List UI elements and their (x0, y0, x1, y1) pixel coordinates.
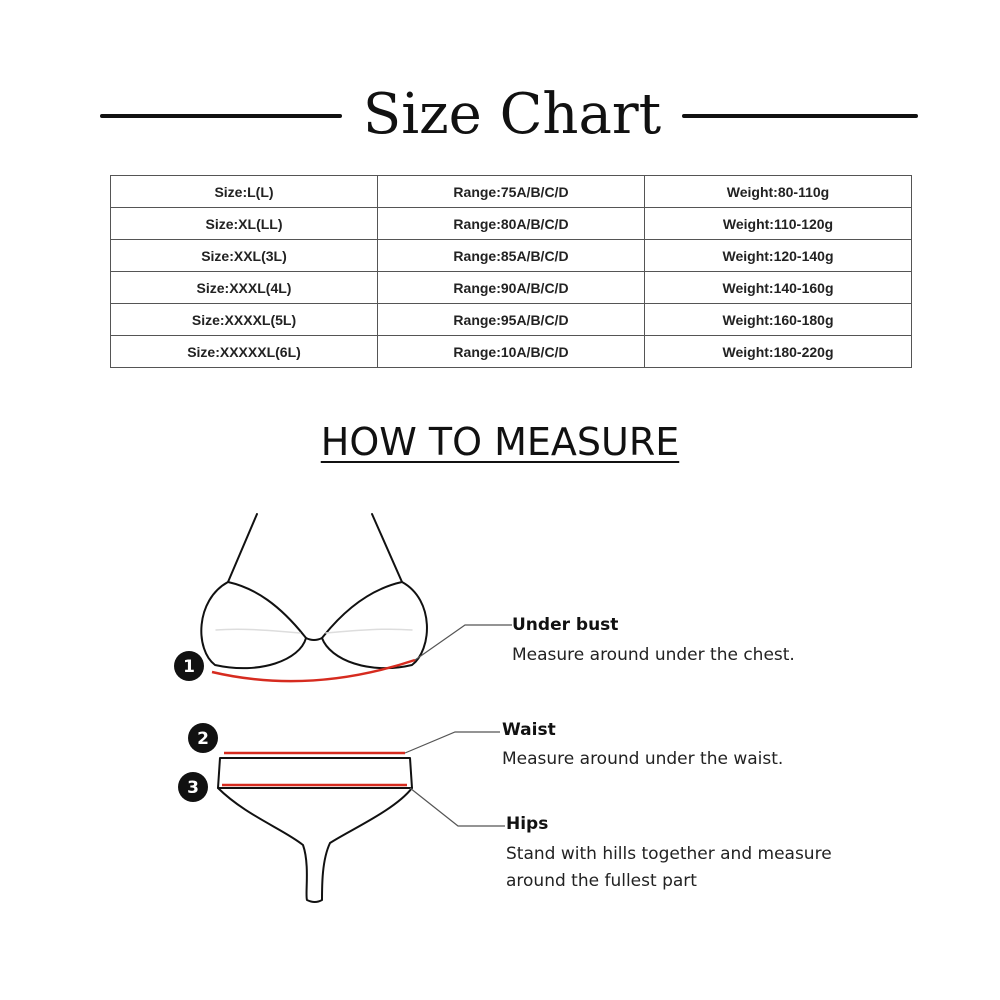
hips-leader (410, 788, 505, 826)
hips-description-line2: around the fullest part (506, 871, 697, 891)
table-row (111, 240, 912, 272)
svg-text:1: 1 (183, 657, 195, 677)
size-table (110, 175, 912, 368)
under-bust-line (212, 660, 415, 681)
range-cell: Range:95A/B/C/D (378, 304, 645, 336)
page-title: Size Chart (362, 82, 662, 147)
range-cell: Range:85A/B/C/D (378, 240, 645, 272)
size-cell: Size:XXXXL(5L) (111, 304, 378, 336)
svg-text:2: 2 (197, 729, 209, 749)
bra-outline-icon (201, 514, 427, 668)
size-chart-header (0, 80, 1000, 150)
hips-description-line1: Stand with hills together and measure (506, 844, 832, 864)
waist-leader (405, 732, 500, 753)
svg-text:3: 3 (187, 778, 199, 798)
weight-cell: Weight:140-160g (645, 272, 912, 304)
size-cell: Size:XXXXXL(6L) (111, 336, 378, 368)
range-cell: Range:80A/B/C/D (378, 208, 645, 240)
under-bust-leader (415, 625, 512, 660)
under-bust-description: Measure around under the chest. (512, 645, 795, 665)
weight-cell: Weight:160-180g (645, 304, 912, 336)
measure-illustration (0, 500, 1000, 920)
weight-cell: Weight:80-110g (645, 176, 912, 208)
size-cell: Size:XXXL(4L) (111, 272, 378, 304)
waist-heading: Waist (502, 720, 556, 740)
range-cell: Range:90A/B/C/D (378, 272, 645, 304)
size-cell: Size:XL(LL) (111, 208, 378, 240)
marker-1-icon (174, 651, 204, 681)
title-rule-left (100, 114, 342, 118)
marker-3-icon (178, 772, 208, 802)
under-bust-heading: Under bust (512, 615, 619, 635)
panty-outline-icon (218, 758, 412, 902)
weight-cell: Weight:120-140g (645, 240, 912, 272)
table-row (111, 336, 912, 368)
range-cell: Range:75A/B/C/D (378, 176, 645, 208)
weight-cell: Weight:110-120g (645, 208, 912, 240)
how-to-measure-title: HOW TO MEASURE (320, 420, 680, 464)
table-row (111, 272, 912, 304)
hips-heading: Hips (506, 814, 549, 834)
weight-cell: Weight:180-220g (645, 336, 912, 368)
marker-2-icon (188, 723, 218, 753)
size-cell: Size:XXL(3L) (111, 240, 378, 272)
table-row (111, 304, 912, 336)
title-rule-right (682, 114, 918, 118)
table-row (111, 176, 912, 208)
size-cell: Size:L(L) (111, 176, 378, 208)
table-row (111, 208, 912, 240)
range-cell: Range:10A/B/C/D (378, 336, 645, 368)
waist-description: Measure around under the waist. (502, 749, 784, 769)
